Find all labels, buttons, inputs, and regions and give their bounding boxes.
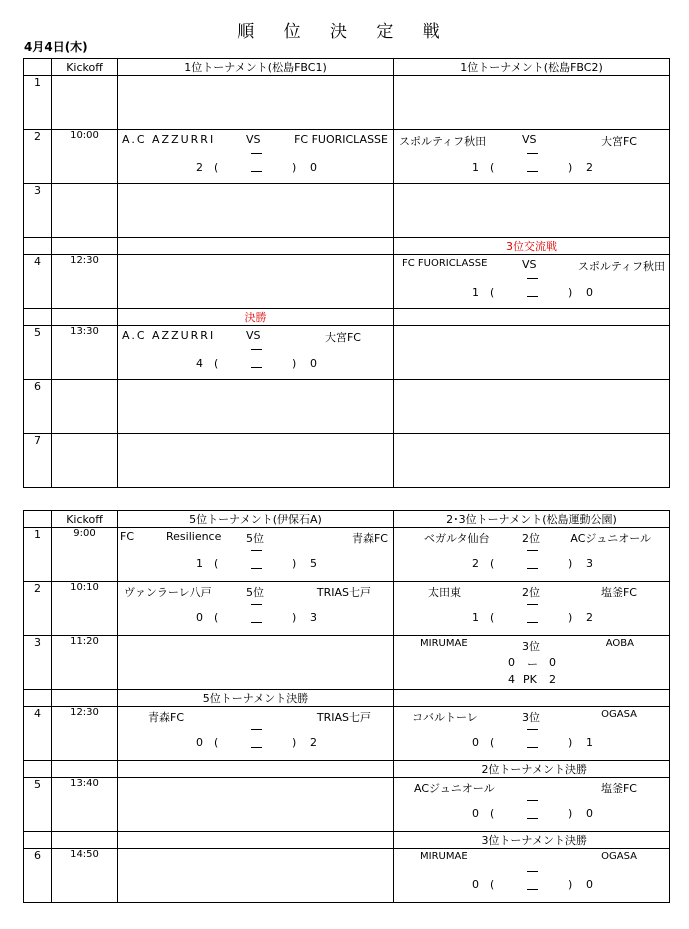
table-row [24, 76, 670, 130]
away-score: 2 [310, 736, 317, 749]
away-score: 1 [586, 736, 593, 749]
header-kickoff: Kickoff [52, 59, 118, 76]
table-row [24, 130, 670, 184]
away-score: 0 [586, 807, 593, 820]
label-final: 決勝 [118, 309, 394, 326]
vs-label: VS [522, 133, 537, 146]
away-team: OGASA [601, 709, 637, 720]
vs-label: VS [246, 133, 261, 146]
home-score: 2 [196, 161, 203, 174]
header-blank [24, 59, 52, 76]
label-3rd-exchange: 3位交流戦 [394, 238, 670, 255]
away-score: 0 [586, 878, 593, 891]
table-row [24, 184, 670, 238]
away-team: TRIAS七戸 [316, 711, 371, 724]
table-row [24, 636, 670, 690]
row-number: 6 [24, 380, 52, 434]
rank-label: 2位 [522, 586, 540, 599]
match-cell: ベガルタ仙台 2位 ACジュニオール 2 ( ) 3 [394, 528, 670, 582]
home-team: ACジュニオール [414, 782, 495, 795]
away-team: ACジュニオール [570, 532, 651, 545]
pk-label: PK [523, 673, 537, 686]
match-cell: MIRUMAE OGASA 0 ( ) 0 [394, 849, 670, 903]
match-cell [118, 849, 394, 903]
table-row [24, 380, 670, 434]
table-row [24, 849, 670, 903]
header-blank [24, 511, 52, 528]
away-team: 青森FC [351, 532, 388, 545]
away-team: 塩釜FC [600, 782, 637, 795]
match-cell [394, 380, 670, 434]
away-team: 大宮FC [324, 331, 361, 344]
home-score: 1 [472, 611, 479, 624]
row-number: 3 [24, 636, 52, 690]
match-cell: ヴァンラーレ八戸 5位 TRIAS七戸 0 ( ) 3 [118, 582, 394, 636]
schedule-table-1 [23, 58, 670, 488]
row-number: 1 [24, 528, 52, 582]
home-team: FC FUORICLASSE [402, 258, 488, 269]
match-cell [118, 636, 394, 690]
row-kickoff: 9:00 [52, 528, 118, 582]
row-kickoff: 13:30 [52, 326, 118, 380]
home-team: MIRUMAE [420, 851, 468, 862]
away-score: 2 [586, 161, 593, 174]
home-score: 0 [472, 736, 479, 749]
table-row [24, 582, 670, 636]
rank-label: 3位 [522, 711, 540, 724]
row-number: 4 [24, 255, 52, 309]
match-cell: A.C AZZURRI VS 大宮FC 4 ( ) 0 [118, 326, 394, 380]
row-number: 5 [24, 778, 52, 832]
match-cell [118, 778, 394, 832]
home-score: 0 [508, 656, 515, 669]
row-number: 4 [24, 707, 52, 761]
match-cell: FC FUORICLASSE VS スポルティフ秋田 1 ( ) 0 [394, 255, 670, 309]
table-row [24, 255, 670, 309]
home-team: A.C AZZURRI [122, 133, 216, 146]
home-team: A.C AZZURRI [122, 329, 216, 342]
away-team: AOBA [605, 638, 634, 649]
home-team: 太田東 [428, 586, 461, 599]
match-cell [394, 184, 670, 238]
match-cell [394, 434, 670, 488]
match-cell [118, 76, 394, 130]
row-kickoff [52, 184, 118, 238]
match-cell: 青森FC TRIAS七戸 0 ( ) 2 [118, 707, 394, 761]
match-date: 4月4日(木) [24, 40, 88, 54]
match-cell [118, 434, 394, 488]
match-cell [118, 255, 394, 309]
match-cell: A.C AZZURRI VS FC FUORICLASSE 2 ( ) 0 [118, 130, 394, 184]
row-number: 1 [24, 76, 52, 130]
home-score: 4 [196, 357, 203, 370]
away-score: 0 [549, 656, 556, 669]
away-team: 大宮FC [600, 135, 637, 148]
table-row [24, 778, 670, 832]
label-3rd-final: 3位トーナメント決勝 [394, 832, 670, 849]
away-score: 0 [310, 161, 317, 174]
home-score: 0 [196, 611, 203, 624]
row-number: 5 [24, 326, 52, 380]
home-score: 1 [196, 557, 203, 570]
home-team: MIRUMAE [420, 638, 468, 649]
home-team: ベガルタ仙台 [424, 532, 490, 545]
page-title: 順 位 決 定 戦 [237, 22, 452, 42]
row-number: 2 [24, 130, 52, 184]
match-cell [394, 326, 670, 380]
row-number: 7 [24, 434, 52, 488]
header-2nd-3rd: 2･3位トーナメント(松島運動公園) [394, 511, 670, 528]
row-number: 2 [24, 582, 52, 636]
match-cell [394, 636, 670, 690]
row-number: 6 [24, 849, 52, 903]
rank-label: 3位 [522, 640, 540, 653]
away-score: 0 [310, 357, 317, 370]
match-cell: スポルティフ秋田 VS 大宮FC 1 ( ) 2 [394, 130, 670, 184]
header-1st-fbc1: 1位トーナメント(松島FBC1) [118, 59, 394, 76]
away-team: OGASA [601, 851, 637, 862]
away-score: 2 [586, 611, 593, 624]
rank-label: 5位 [246, 532, 264, 545]
label-2nd-final: 2位トーナメント決勝 [394, 761, 670, 778]
row-kickoff [52, 76, 118, 130]
home-team: コバルトーレ [412, 711, 478, 724]
row-kickoff: 12:30 [52, 255, 118, 309]
home-score: 0 [472, 807, 479, 820]
row-kickoff: 13:40 [52, 778, 118, 832]
home-team-prefix: FC [120, 530, 135, 543]
row-kickoff [52, 434, 118, 488]
header-5th: 5位トーナメント(伊保石A) [118, 511, 394, 528]
home-team: スポルティフ秋田 [399, 135, 487, 148]
home-score: 0 [472, 878, 479, 891]
away-score: 0 [586, 286, 593, 299]
row-kickoff: 10:00 [52, 130, 118, 184]
away-team: スポルティフ秋田 [577, 260, 665, 273]
table-row [24, 434, 670, 488]
table-row [24, 707, 670, 761]
home-score: 1 [472, 161, 479, 174]
row-kickoff: 12:30 [52, 707, 118, 761]
away-team: TRIAS七戸 [316, 586, 371, 599]
score-dash: ー [527, 658, 538, 671]
schedule-table-2 [23, 510, 670, 903]
home-score: 0 [196, 736, 203, 749]
home-team: 青森FC [148, 711, 185, 724]
row-kickoff: 11:20 [52, 636, 118, 690]
row-number: 3 [24, 184, 52, 238]
away-team: FC FUORICLASSE [294, 133, 388, 146]
row-kickoff: 10:10 [52, 582, 118, 636]
match-cell: 太田東 2位 塩釜FC 1 ( ) 2 [394, 582, 670, 636]
vs-label: VS [246, 329, 261, 342]
table-row [24, 528, 670, 582]
away-score: 5 [310, 557, 317, 570]
row-kickoff [52, 380, 118, 434]
label-5th-final: 5位トーナメント決勝 [118, 690, 394, 707]
pk-home-score: 4 [508, 673, 515, 686]
match-cell: ACジュニオール 塩釜FC 0 ( ) 0 [394, 778, 670, 832]
header-kickoff: Kickoff [52, 511, 118, 528]
away-team: 塩釜FC [600, 586, 637, 599]
rank-label: 2位 [522, 532, 540, 545]
table-row [24, 326, 670, 380]
away-score: 3 [586, 557, 593, 570]
match-cell [118, 184, 394, 238]
vs-label: VS [522, 258, 537, 271]
away-score: 3 [310, 611, 317, 624]
match-cell [394, 76, 670, 130]
home-score: 2 [472, 557, 479, 570]
match-cell [118, 380, 394, 434]
home-team: ヴァンラーレ八戸 [124, 586, 212, 599]
home-team: Resilience [166, 530, 222, 543]
rank-label: 5位 [246, 586, 264, 599]
home-score: 1 [472, 286, 479, 299]
pk-away-score: 2 [549, 673, 556, 686]
row-kickoff: 14:50 [52, 849, 118, 903]
match-cell: コバルトーレ 3位 OGASA 0 ( ) 1 [394, 707, 670, 761]
match-cell: FC Resilience 5位 青森FC 1 ( ) 5 [118, 528, 394, 582]
header-1st-fbc2: 1位トーナメント(松島FBC2) [394, 59, 670, 76]
